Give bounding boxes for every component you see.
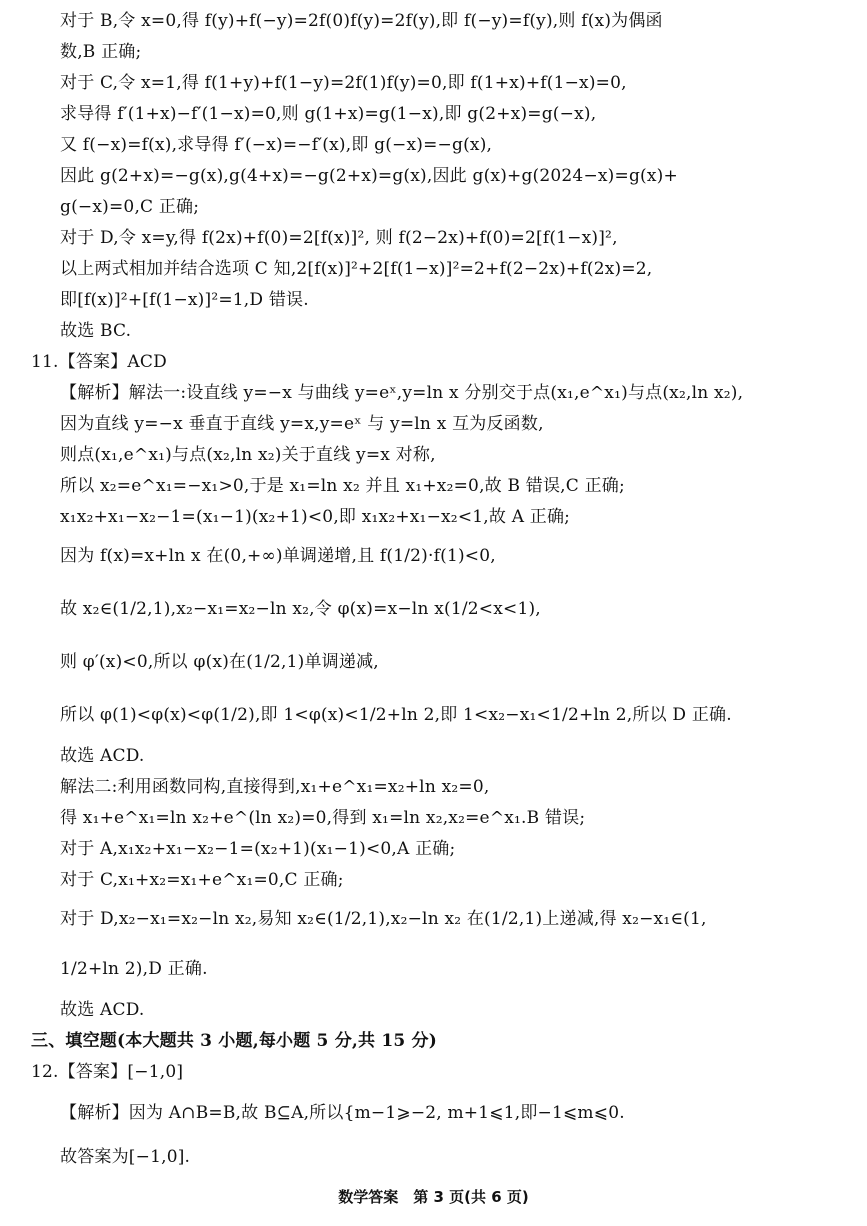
text-line: 因为 f(x)=x+ln x 在(0,+∞)单调递增,且 f(1/2)·f(1)<0, bbox=[60, 546, 496, 566]
text-line: 故答案为[−1,0]. bbox=[60, 1147, 191, 1167]
text-line: 三、填空题(本大题共 3 小题,每小题 5 分,共 15 分) bbox=[31, 1031, 437, 1051]
text-line: 所以 φ(1)<φ(x)<φ(1/2),即 1<φ(x)<1/2+ln 2,即 1<x₂−x₁<1/2+ln 2,所以 D 正确. bbox=[60, 705, 732, 725]
text-line: 则点(x₁,e^x₁)与点(x₂,ln x₂)关于直线 y=x 对称, bbox=[60, 445, 436, 465]
text-line: 因此 g(2+x)=−g(x),g(4+x)=−g(2+x)=g(x),因此 g(x)+g(2024−x)=g(x)+ bbox=[60, 166, 678, 186]
text-line: 即[f(x)]²+[f(1−x)]²=1,D 错误. bbox=[60, 290, 309, 310]
text-line: 以上两式相加并结合选项 C 知,2[f(x)]²+2[f(1−x)]²=2+f(2−2x)+f(2x)=2, bbox=[60, 259, 653, 279]
text-line: 对于 B,令 x=0,得 f(y)+f(−y)=2f(0)f(y)=2f(y),即 f(−y)=f(y),则 f(x)为偶函 bbox=[60, 11, 663, 31]
text-line: 对于 D,x₂−x₁=x₂−ln x₂,易知 x₂∈(1/2,1),x₂−ln x₂ 在(1/2,1)上递减,得 x₂−x₁∈(1, bbox=[60, 909, 707, 929]
text-line: 对于 D,令 x=y,得 f(2x)+f(0)=2[f(x)]², 则 f(2−2x)+f(0)=2[f(1−x)]², bbox=[60, 228, 618, 248]
text-line: x₁x₂+x₁−x₂−1=(x₁−1)(x₂+1)<0,即 x₁x₂+x₁−x₂<1,故 A 正确; bbox=[60, 507, 571, 527]
text-line: 故选 ACD. bbox=[60, 1000, 145, 1020]
text-line: 又 f(−x)=f(x),求导得 f′(−x)=−f′(x),即 g(−x)=−g(x), bbox=[60, 135, 493, 155]
text-line: 因为直线 y=−x 垂直于直线 y=x,y=eˣ 与 y=ln x 互为反函数, bbox=[60, 414, 544, 434]
text-line: 对于 C,x₁+x₂=x₁+e^x₁=0,C 正确; bbox=[60, 870, 344, 890]
text-line: 11.【答案】ACD bbox=[31, 352, 167, 372]
text-line: 得 x₁+e^x₁=ln x₂+e^(ln x₂)=0,得到 x₁=ln x₂,x₂=e^x₁.B 错误; bbox=[60, 808, 586, 828]
text-line: 则 φ′(x)<0,所以 φ(x)在(1/2,1)单调递减, bbox=[60, 652, 379, 672]
text-line: 【解析】解法一:设直线 y=−x 与曲线 y=eˣ,y=ln x 分别交于点(x₁,e^x₁)与点(x₂,ln x₂), bbox=[60, 383, 744, 403]
text-line: 对于 A,x₁x₂+x₁−x₂−1=(x₂+1)(x₁−1)<0,A 正确; bbox=[60, 839, 456, 859]
text-line: 故选 BC. bbox=[60, 321, 132, 341]
text-line: 12.【答案】[−1,0] bbox=[31, 1062, 184, 1082]
page-footer: 数学答案 第 3 页(共 6 页) bbox=[338, 1188, 529, 1206]
text-line: 解法二:利用函数同构,直接得到,x₁+e^x₁=x₂+ln x₂=0, bbox=[60, 777, 490, 797]
text-line: 数,B 正确; bbox=[60, 42, 142, 62]
text-line: 所以 x₂=e^x₁=−x₁>0,于是 x₁=ln x₂ 并且 x₁+x₂=0,故 B 错误,C 正确; bbox=[60, 476, 625, 496]
text-line: 【解析】因为 A∩B=B,故 B⊆A,所以{m−1⩾−2, m+1⩽1,即−1⩽m⩽0. bbox=[60, 1103, 625, 1123]
text-line: g(−x)=0,C 正确; bbox=[60, 197, 200, 217]
text-line: 故 x₂∈(1/2,1),x₂−x₁=x₂−ln x₂,令 φ(x)=x−ln x(1/2<x<1), bbox=[60, 599, 541, 619]
text-line: 求导得 f′(1+x)−f′(1−x)=0,则 g(1+x)=g(1−x),即 g(2+x)=g(−x), bbox=[60, 104, 597, 124]
text-line: 1/2+ln 2),D 正确. bbox=[60, 959, 208, 979]
text-line: 故选 ACD. bbox=[60, 746, 145, 766]
text-line: 对于 C,令 x=1,得 f(1+y)+f(1−y)=2f(1)f(y)=0,即 f(1+x)+f(1−x)=0, bbox=[60, 73, 627, 93]
